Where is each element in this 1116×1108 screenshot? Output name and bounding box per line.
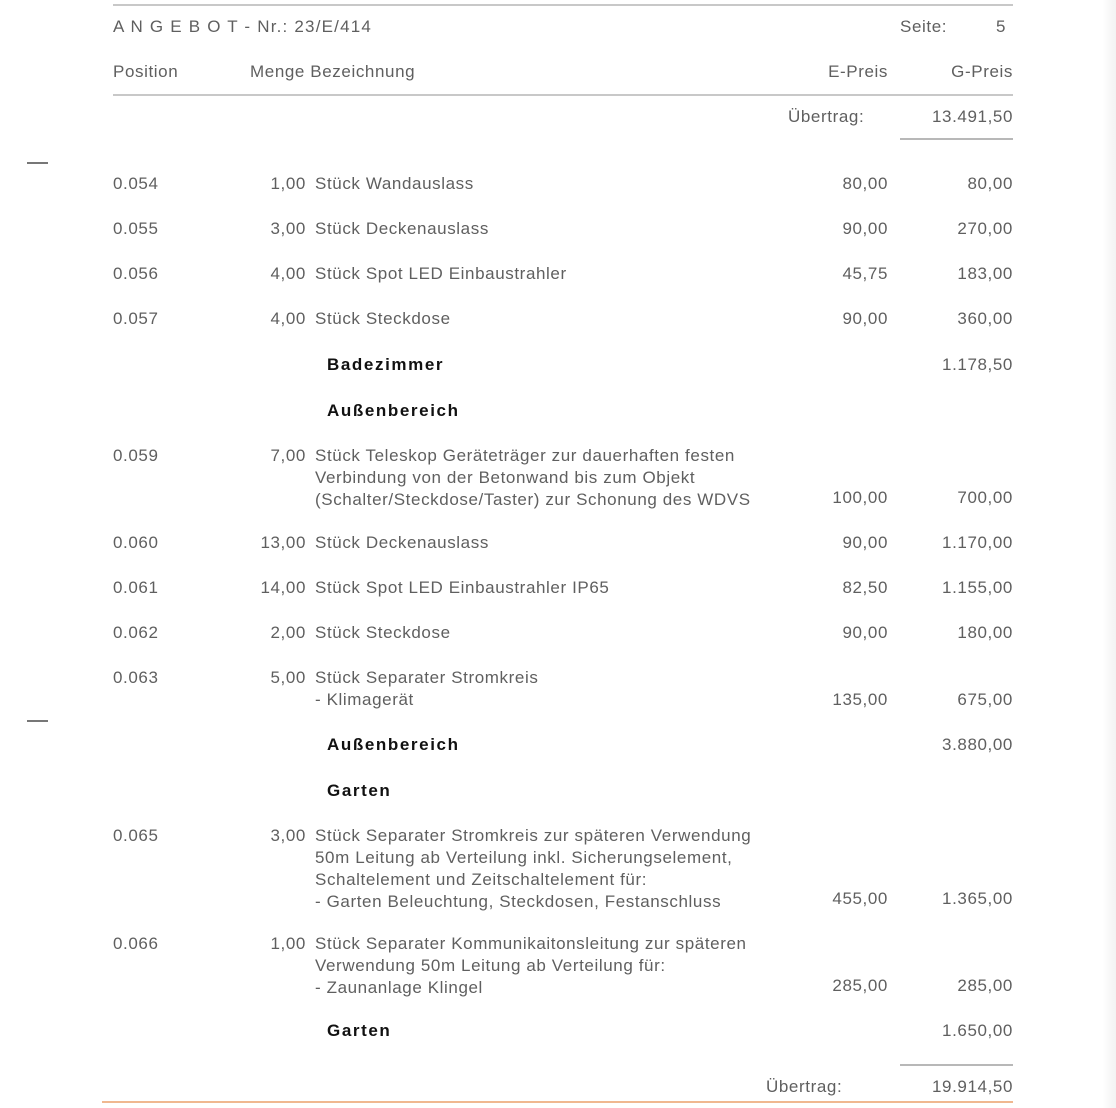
col-header-position: Position bbox=[113, 62, 179, 81]
row-unit-price: 90,00 bbox=[842, 309, 888, 328]
row-position: 0.057 bbox=[113, 309, 159, 328]
col-header-total-price: G-Preis bbox=[951, 62, 1013, 81]
row-total-price: 180,00 bbox=[957, 623, 1013, 642]
row-qty: 5,00 bbox=[270, 668, 306, 687]
section-total-value: 1.650,00 bbox=[942, 1021, 1013, 1040]
row-position: 0.066 bbox=[113, 934, 159, 953]
section-total-label: Garten bbox=[327, 1021, 392, 1040]
margin-mark bbox=[27, 162, 48, 164]
row-unit-price: 82,50 bbox=[842, 578, 888, 597]
row-unit-price: 100,00 bbox=[832, 488, 888, 507]
section-total-label: Außenbereich bbox=[327, 735, 460, 754]
row-position: 0.055 bbox=[113, 219, 159, 238]
row-qty: 1,00 bbox=[270, 934, 306, 953]
header-rule bbox=[113, 94, 1013, 96]
page-edge-shadow bbox=[1102, 0, 1116, 1108]
section-heading: Garten bbox=[327, 781, 392, 800]
row-qty: 14,00 bbox=[260, 578, 306, 597]
row-qty: 2,00 bbox=[270, 623, 306, 642]
row-qty: 4,00 bbox=[270, 309, 306, 328]
section-total-label: Badezimmer bbox=[327, 355, 445, 374]
row-description-line: - Zaunanlage Klingel bbox=[315, 978, 483, 997]
row-description bbox=[315, 933, 747, 999]
row-description bbox=[315, 445, 751, 511]
row-unit-price: 90,00 bbox=[842, 219, 888, 238]
row-description: Stück Wandauslass bbox=[315, 174, 474, 193]
row-unit-price: 90,00 bbox=[842, 533, 888, 552]
row-description-line: - Klimagerät bbox=[315, 690, 414, 709]
row-position: 0.063 bbox=[113, 668, 159, 687]
row-unit-price: 80,00 bbox=[842, 174, 888, 193]
carry-in-value: 13.491,50 bbox=[931, 107, 1013, 126]
row-description-line: Stück Separater Stromkreis bbox=[315, 668, 539, 687]
row-total-price: 675,00 bbox=[957, 690, 1013, 709]
row-position: 0.060 bbox=[113, 533, 159, 552]
row-description-line: 50m Leitung ab Verteilung inkl. Sicherungselement, bbox=[315, 848, 733, 867]
row-qty: 3,00 bbox=[270, 219, 306, 238]
col-header-unit-price: E-Preis bbox=[828, 62, 888, 81]
row-total-price: 1.365,00 bbox=[942, 889, 1013, 908]
row-description-line: Verwendung 50m Leitung ab Verteilung für: bbox=[315, 956, 666, 975]
row-qty: 4,00 bbox=[270, 264, 306, 283]
row-position: 0.059 bbox=[113, 446, 159, 465]
row-description: Stück Steckdose bbox=[315, 623, 451, 642]
row-total-price: 360,00 bbox=[957, 309, 1013, 328]
row-description-line: Stück Separater Stromkreis zur späteren Verwendung bbox=[315, 826, 752, 845]
section-heading: Außenbereich bbox=[327, 401, 460, 420]
section-total-value: 3.880,00 bbox=[942, 735, 1013, 754]
row-total-price: 183,00 bbox=[957, 264, 1013, 283]
row-description: Stück Spot LED Einbaustrahler bbox=[315, 264, 567, 283]
margin-mark bbox=[27, 720, 48, 722]
row-qty: 3,00 bbox=[270, 826, 306, 845]
row-total-price: 1.170,00 bbox=[942, 533, 1013, 552]
row-description: Stück Steckdose bbox=[315, 309, 451, 328]
row-total-price: 80,00 bbox=[967, 174, 1013, 193]
carry-out-value: 19.914,50 bbox=[931, 1077, 1013, 1096]
row-description: Stück Deckenauslass bbox=[315, 533, 489, 552]
row-position: 0.056 bbox=[113, 264, 159, 283]
row-qty: 7,00 bbox=[270, 446, 306, 465]
row-unit-price: 285,00 bbox=[832, 976, 888, 995]
carry-out-rule bbox=[900, 1064, 1013, 1066]
row-total-price: 285,00 bbox=[957, 976, 1013, 995]
row-description-line: - Garten Beleuchtung, Steckdosen, Festanschluss bbox=[315, 892, 722, 911]
row-description: Stück Spot LED Einbaustrahler IP65 bbox=[315, 578, 610, 597]
page-label: Seite: bbox=[900, 17, 948, 36]
bottom-rule bbox=[102, 1101, 1013, 1103]
row-description-line: (Schalter/Steckdose/Taster) zur Schonung des WDVS bbox=[315, 490, 751, 509]
row-unit-price: 45,75 bbox=[842, 264, 888, 283]
row-description-line: Schaltelement und Zeitschaltelement für: bbox=[315, 870, 648, 889]
row-position: 0.065 bbox=[113, 826, 159, 845]
row-description: Stück Deckenauslass bbox=[315, 219, 489, 238]
row-unit-price: 90,00 bbox=[842, 623, 888, 642]
row-total-price: 270,00 bbox=[957, 219, 1013, 238]
row-description bbox=[315, 667, 538, 711]
page-number: 5 bbox=[995, 17, 1006, 36]
row-description-line: Stück Teleskop Geräteträger zur dauerhaften festen bbox=[315, 446, 735, 465]
top-rule bbox=[113, 4, 1013, 6]
row-qty: 1,00 bbox=[270, 174, 306, 193]
section-total-value: 1.178,50 bbox=[942, 355, 1013, 374]
col-header-qty-desc: Menge Bezeichnung bbox=[250, 62, 416, 81]
row-total-price: 1.155,00 bbox=[942, 578, 1013, 597]
row-qty: 13,00 bbox=[260, 533, 306, 552]
row-position: 0.062 bbox=[113, 623, 159, 642]
row-description-line: Stück Separater Kommunikaitonsleitung zur späteren bbox=[315, 934, 747, 953]
row-position: 0.054 bbox=[113, 174, 159, 193]
carry-out-label: Übertrag: bbox=[766, 1077, 843, 1096]
offer-number: A N G E B O T - Nr.: 23/E/414 bbox=[113, 17, 373, 36]
row-description-line: Verbindung von der Betonwand bis zum Objekt bbox=[315, 468, 696, 487]
carry-in-label: Übertrag: bbox=[788, 107, 865, 126]
row-position: 0.061 bbox=[113, 578, 159, 597]
row-total-price: 700,00 bbox=[957, 488, 1013, 507]
row-unit-price: 455,00 bbox=[832, 889, 888, 908]
row-unit-price: 135,00 bbox=[832, 690, 888, 709]
carry-in-rule bbox=[900, 138, 1013, 140]
row-description bbox=[315, 825, 751, 913]
